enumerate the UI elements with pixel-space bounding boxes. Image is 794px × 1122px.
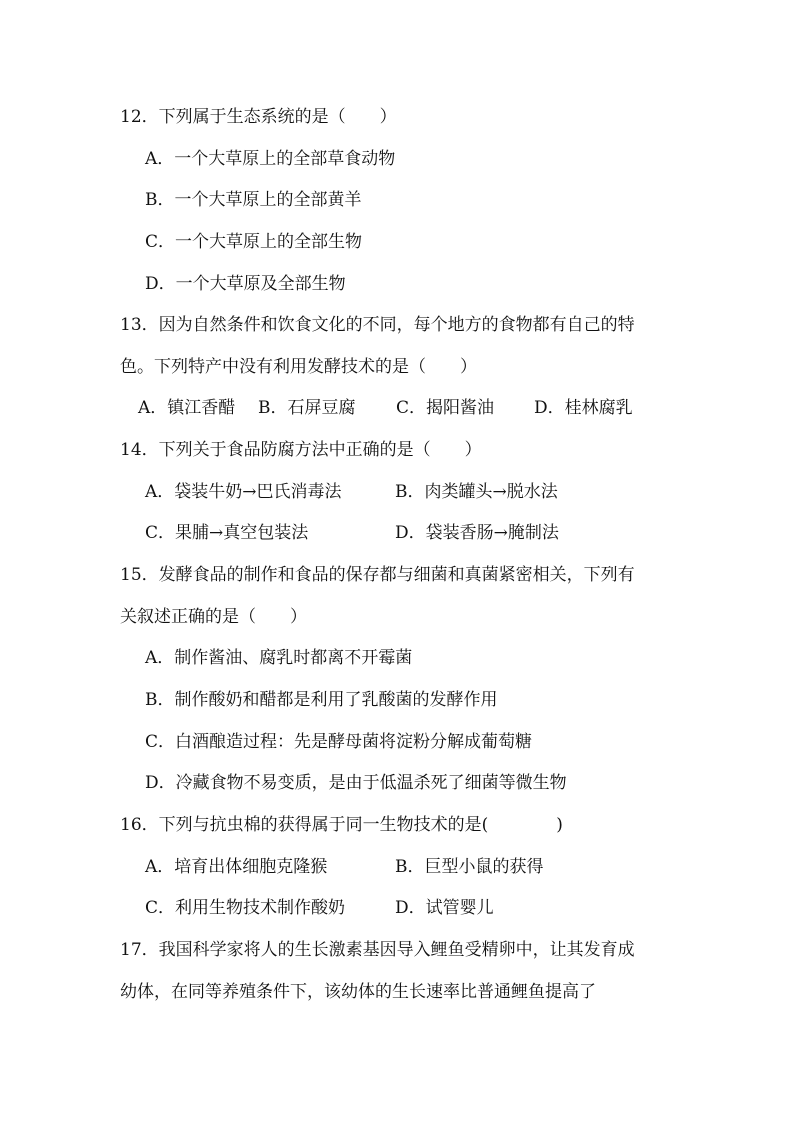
question-15-option-a: A．制作酱油、腐乳时都离不开霉菌 — [145, 648, 413, 668]
question-16-option-d: D．试管婴儿 — [395, 898, 494, 918]
question-14-option-d: D．袋装香肠→腌制法 — [395, 523, 559, 543]
question-14-option-a: A．袋装牛奶→巴氏消毒法 — [145, 482, 342, 502]
question-13-option-d: D．桂林腐乳 — [534, 398, 633, 418]
question-13-stem-line-2: 色。下列特产中没有利用发酵技术的是（ ） — [120, 357, 477, 377]
question-14-option-c: C．果脯→真空包装法 — [145, 523, 309, 543]
question-12-option-c: C．一个大草原上的全部生物 — [145, 232, 363, 252]
question-16-option-b: B．巨型小鼠的获得 — [395, 857, 544, 877]
question-17-stem-line-2: 幼体，在同等养殖条件下，该幼体的生长速率比普通鲤鱼提高了 — [120, 982, 596, 1002]
question-16-options-row-1 — [145, 856, 544, 878]
question-13-option-b: B．石屏豆腐 — [258, 398, 356, 418]
question-13-options — [138, 397, 633, 419]
question-15-stem-line-1: 15．发酵食品的制作和食品的保存都与细菌和真菌紧密相关，下列有 — [120, 565, 635, 585]
question-15-option-d: D．冷藏食物不易变质，是由于低温杀死了细菌等微生物 — [145, 773, 567, 793]
question-14-options-row-1 — [145, 481, 558, 503]
question-16-options-row-2 — [145, 897, 494, 919]
question-12-stem: 12．下列属于生态系统的是（ ） — [120, 107, 397, 127]
question-12-option-a: A．一个大草原上的全部草食动物 — [145, 149, 396, 169]
question-14-stem: 14．下列关于食品防腐方法中正确的是（ ） — [120, 440, 482, 460]
question-13-option-a: A．镇江香醋 — [138, 398, 236, 418]
question-14-option-b: B．肉类罐头→脱水法 — [395, 482, 558, 502]
question-12-option-b: B．一个大草原上的全部黄羊 — [145, 190, 362, 210]
question-17-stem-line-1: 17．我国科学家将人的生长激素基因导入鲤鱼受精卵中，让其发育成 — [120, 940, 635, 960]
question-16-option-c: C．利用生物技术制作酸奶 — [145, 898, 346, 918]
question-15-option-c: C．白酒酿造过程：先是酵母菌将淀粉分解成葡萄糖 — [145, 732, 533, 752]
question-15-option-b: B．制作酸奶和醋都是利用了乳酸菌的发酵作用 — [145, 690, 498, 710]
question-16-option-a: A．培育出体细胞克隆猴 — [145, 857, 328, 877]
question-13-stem-line-1: 13．因为自然条件和饮食文化的不同，每个地方的食物都有自己的特 — [120, 315, 635, 335]
question-14-options-row-2 — [145, 522, 559, 544]
question-13-option-c: C．揭阳酱油 — [396, 398, 495, 418]
question-12-option-d: D．一个大草原及全部生物 — [145, 274, 346, 294]
question-16-stem: 16．下列与抗虫棉的获得属于同一生物技术的是( ) — [120, 815, 563, 835]
question-15-stem-line-2: 关叙述正确的是（ ） — [120, 607, 307, 627]
